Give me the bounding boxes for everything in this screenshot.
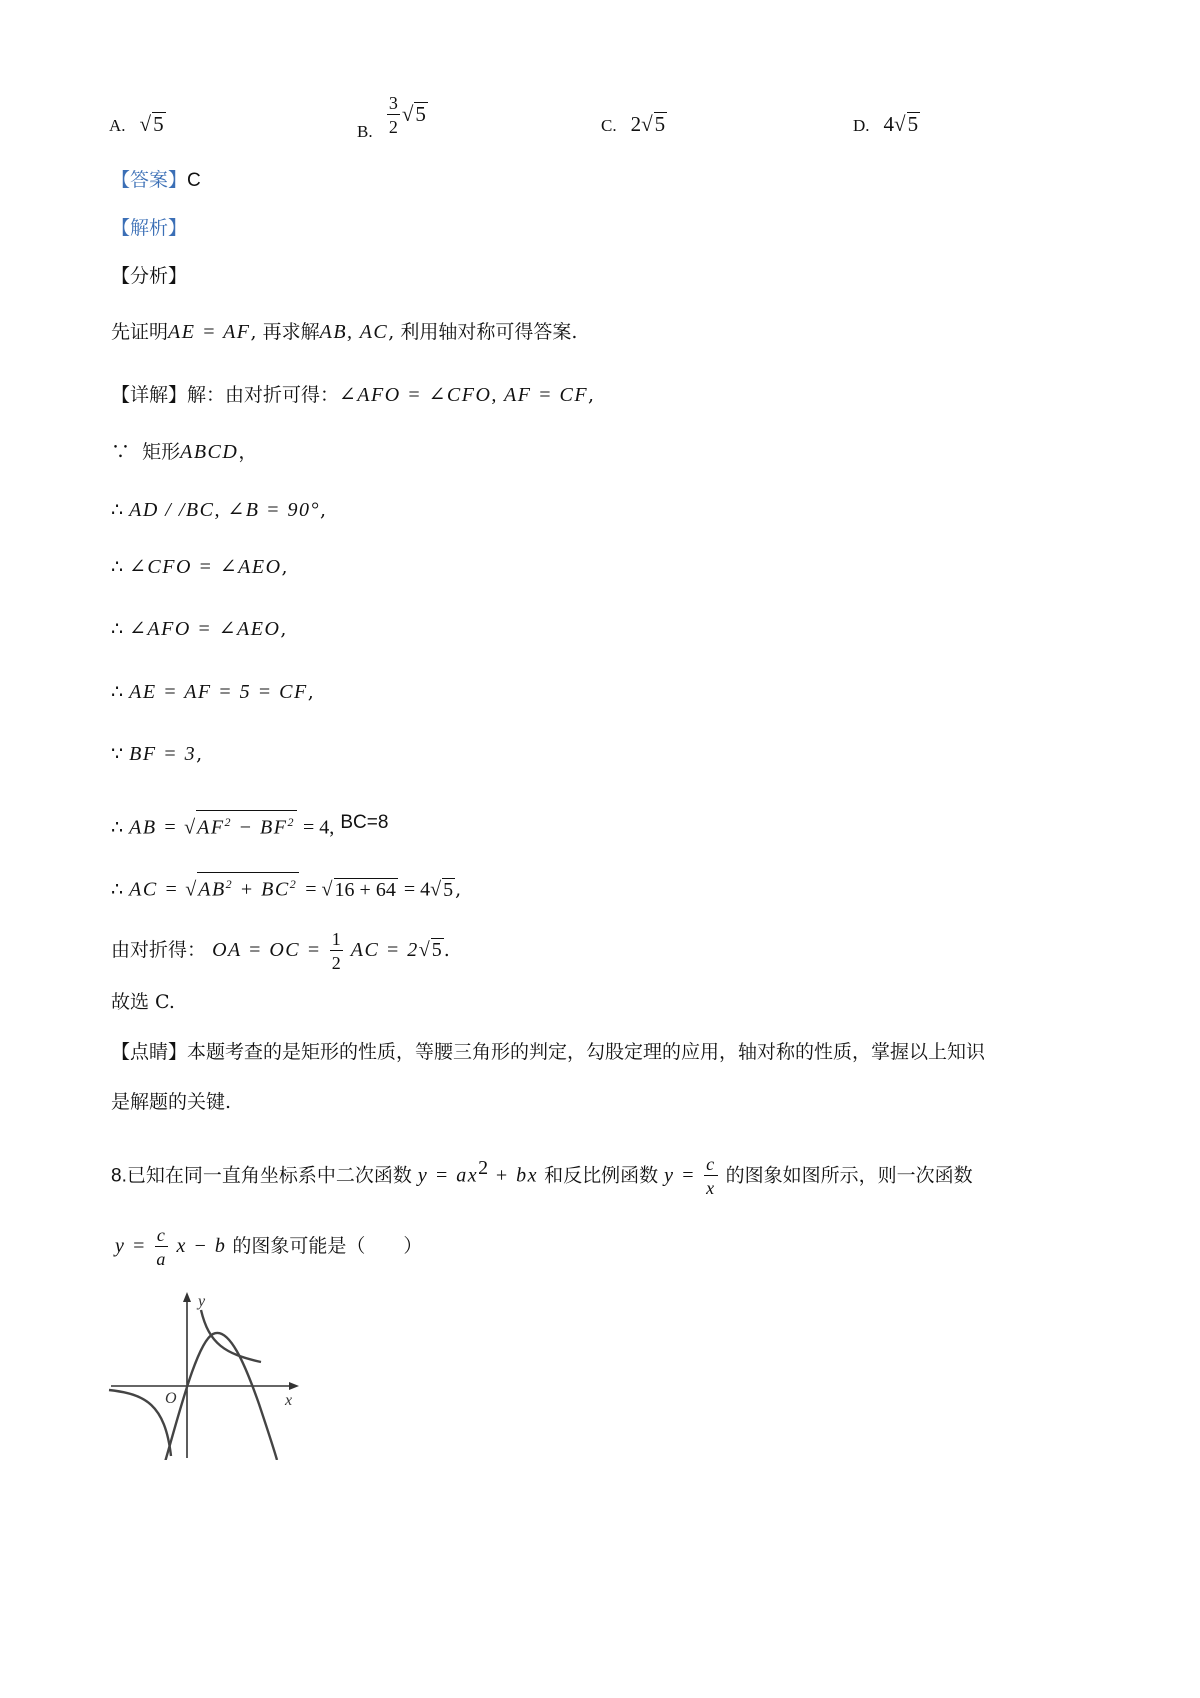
y-axis-arrow bbox=[183, 1292, 191, 1302]
option-c: C. 2√5 bbox=[601, 112, 666, 136]
review-line-2: 是解题的关键. bbox=[111, 1091, 232, 1113]
question-8-line-1: 8.已知在同一直角坐标系中二次函数 $y = ax^2$ + bx 和反比例函数 y = $\frac{c}{x}$ 的图象如图所示，则一次函数 bbox=[111, 1154, 973, 1199]
step-7: ∵ BF = 3, bbox=[111, 743, 203, 765]
fenxi-text: 先证明AE = AF, 再求解AB, AC, 利用轴对称可得答案. bbox=[111, 321, 578, 343]
option-b: B. $\frac{3}{2}$ √5 bbox=[357, 93, 426, 141]
step-5: ∴ ∠AFO = ∠AEO, bbox=[111, 618, 287, 640]
analysis-label: 【解析】 bbox=[111, 217, 188, 239]
function-graph bbox=[105, 1284, 305, 1460]
step-2: ∵ 矩形ABCD， bbox=[111, 441, 258, 463]
question-8-line-2: y = $\frac{c}{a}$ x − b 的图象可能是（ ） bbox=[115, 1225, 423, 1269]
fenxi-label: 【分析】 bbox=[111, 265, 188, 287]
step-9: ∴ AC = √ $AB^2 + BC^2$ = √ 16 + 64 = 4√ 5 , bbox=[111, 872, 461, 902]
x-axis-arrow bbox=[289, 1382, 299, 1390]
origin-label: O bbox=[165, 1390, 177, 1407]
step-6: ∴ AE = AF = 5 = CF, bbox=[111, 681, 314, 703]
parabola-curve bbox=[165, 1333, 277, 1460]
x-axis-label: x bbox=[285, 1392, 293, 1409]
step-3: ∴ AD / /BC, ∠B = 90°, bbox=[111, 499, 326, 521]
step-1: 【详解】解：由对折可得：∠AFO = ∠CFO, AF = CF, bbox=[111, 384, 595, 406]
review-line-1: 【点睛】本题考查的是矩形的性质，等腰三角形的判定，勾股定理的应用，轴对称的性质，掌握以上知识 bbox=[111, 1041, 986, 1063]
step-11: 故选 C. bbox=[111, 991, 175, 1013]
step-4: ∴ ∠CFO = ∠AEO, bbox=[111, 556, 288, 578]
option-d: D. 4√5 bbox=[853, 112, 919, 136]
step-8: ∴ AB = √ $AF^2 - BF^2 = 4$, BC=8 bbox=[111, 811, 389, 839]
step-10: 由对折得： OA = OC = $\frac{1}{2}$ AC = 2√ 5 . bbox=[111, 929, 450, 973]
option-a: A. √5 bbox=[109, 112, 164, 136]
answer-line: 【答案】C bbox=[111, 169, 201, 191]
y-axis-label: y bbox=[198, 1293, 206, 1310]
hyperbola-branch-third-quadrant bbox=[109, 1390, 171, 1456]
